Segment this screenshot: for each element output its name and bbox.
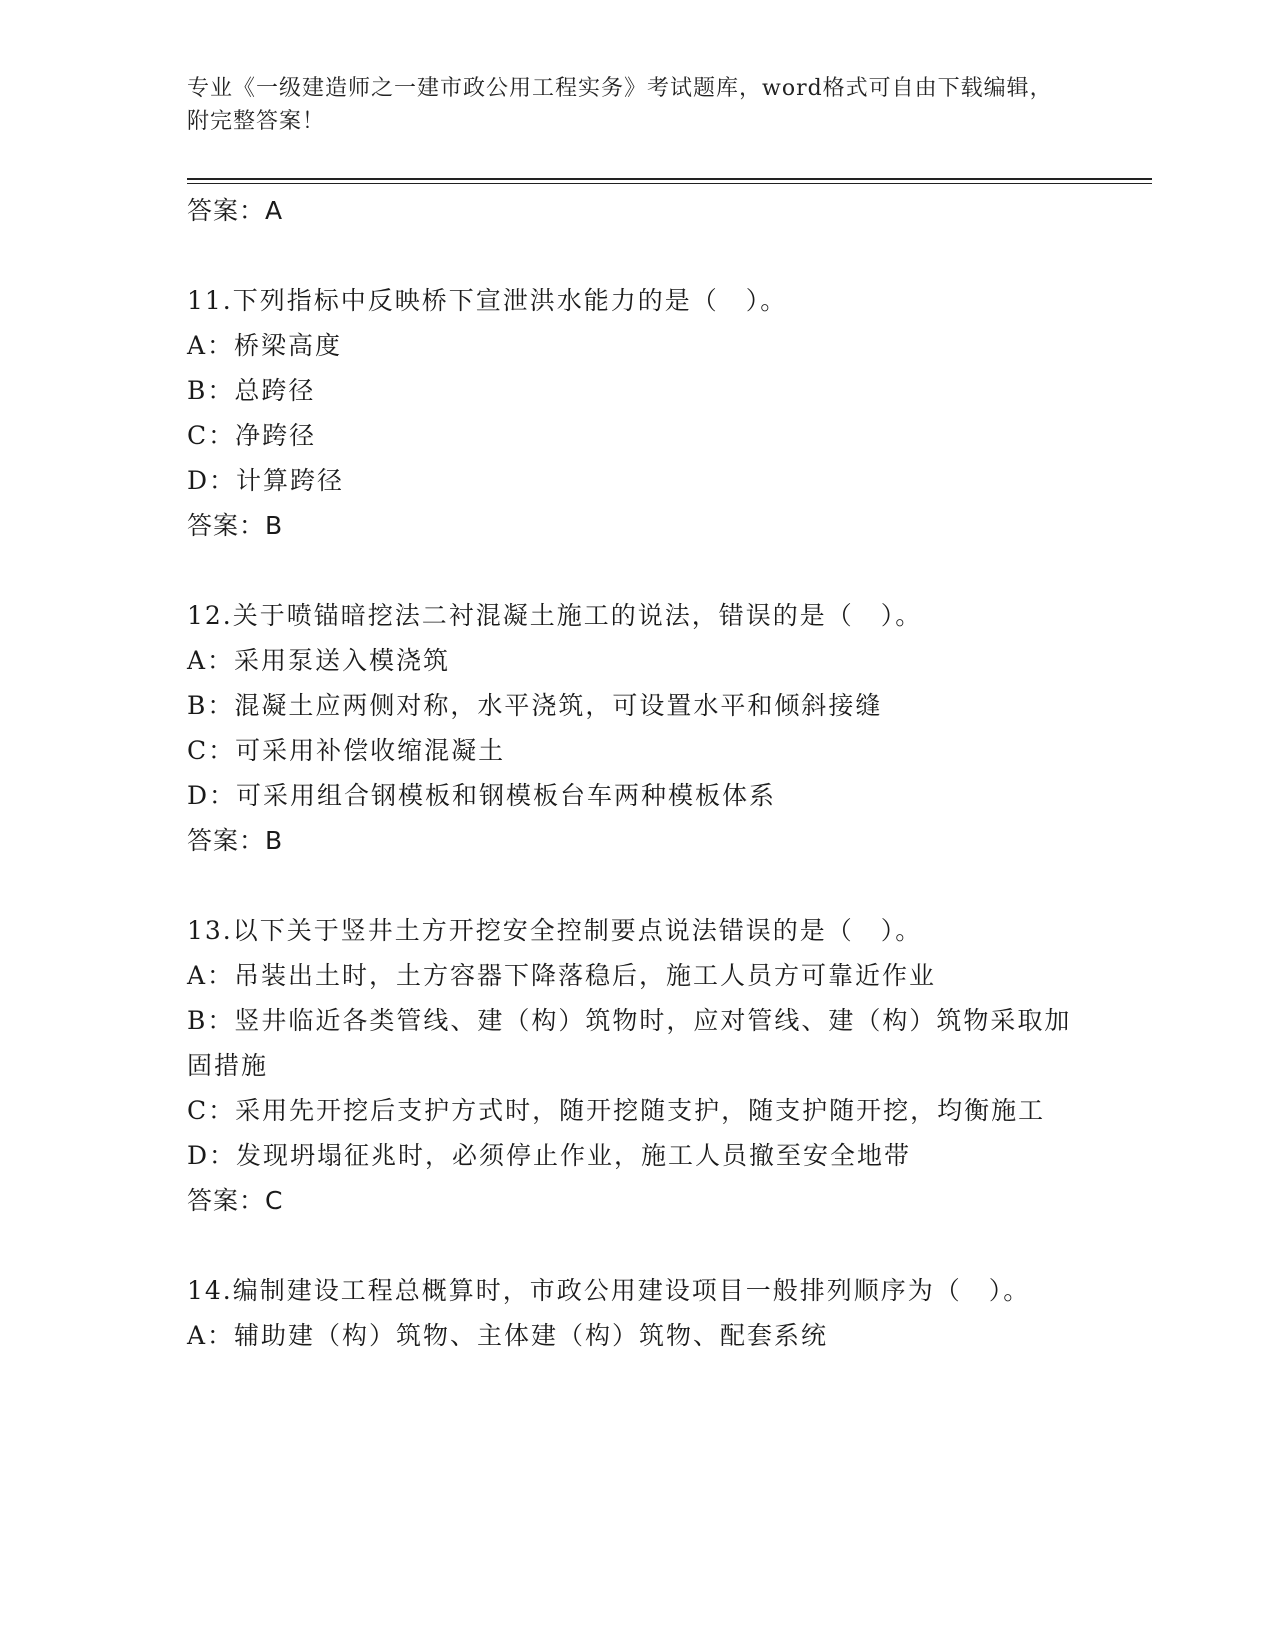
option-c: C：采用先开挖后支护方式时，随开挖随支护，随支护随开挖，均衡施工: [187, 1096, 1046, 1125]
option-a: A：辅助建（构）筑物、主体建（构）筑物、配套系统: [187, 1321, 829, 1350]
question-14: [187, 1268, 1087, 1358]
question-12: [187, 593, 1087, 863]
header-rule-thick: [187, 178, 1152, 180]
option-d: D：可采用组合钢模板和钢模板台车两种模板体系: [187, 781, 777, 810]
answer: 答案：C: [187, 1186, 284, 1215]
question-stem: 13.以下关于竖井土方开挖安全控制要点说法错误的是（ ）。: [187, 916, 923, 945]
option-b: B：混凝土应两侧对称，水平浇筑，可设置水平和倾斜接缝: [187, 691, 883, 720]
question-stem: 12.关于喷锚暗挖法二衬混凝土施工的说法，错误的是（ ）。: [187, 601, 923, 630]
answer-prev: 答案：A: [187, 196, 284, 225]
page-header: 专业《一级建造师之一建市政公用工程实务》考试题库，word格式可自由下载编辑，附完整答案！: [187, 76, 1053, 134]
question-stem: 14.编制建设工程总概算时，市政公用建设项目一般排列顺序为（ ）。: [187, 1276, 1031, 1305]
question-13: [187, 908, 1087, 1223]
option-d: D：计算跨径: [187, 466, 345, 495]
question-11: [187, 278, 1087, 548]
question-stem: 11.下列指标中反映桥下宣泄洪水能力的是（ ）。: [187, 286, 788, 315]
header-rule-thin: [187, 183, 1152, 184]
option-b: B：竖井临近各类管线、建（构）筑物时，应对管线、建（构）筑物采取加固措施: [187, 1006, 1072, 1080]
document-body: [187, 188, 1087, 1358]
option-a: A：采用泵送入模浇筑: [187, 646, 451, 675]
option-c: C：净跨径: [187, 421, 317, 450]
option-d: D：发现坍塌征兆时，必须停止作业，施工人员撤至安全地带: [187, 1141, 912, 1170]
option-a: A：吊装出土时，土方容器下降落稳后，施工人员方可靠近作业: [187, 961, 937, 990]
answer: 答案：B: [187, 826, 284, 855]
answer: 答案：B: [187, 511, 284, 540]
option-b: B：总跨径: [187, 376, 316, 405]
option-c: C：可采用补偿收缩混凝土: [187, 736, 506, 765]
option-a: A：桥梁高度: [187, 331, 343, 360]
